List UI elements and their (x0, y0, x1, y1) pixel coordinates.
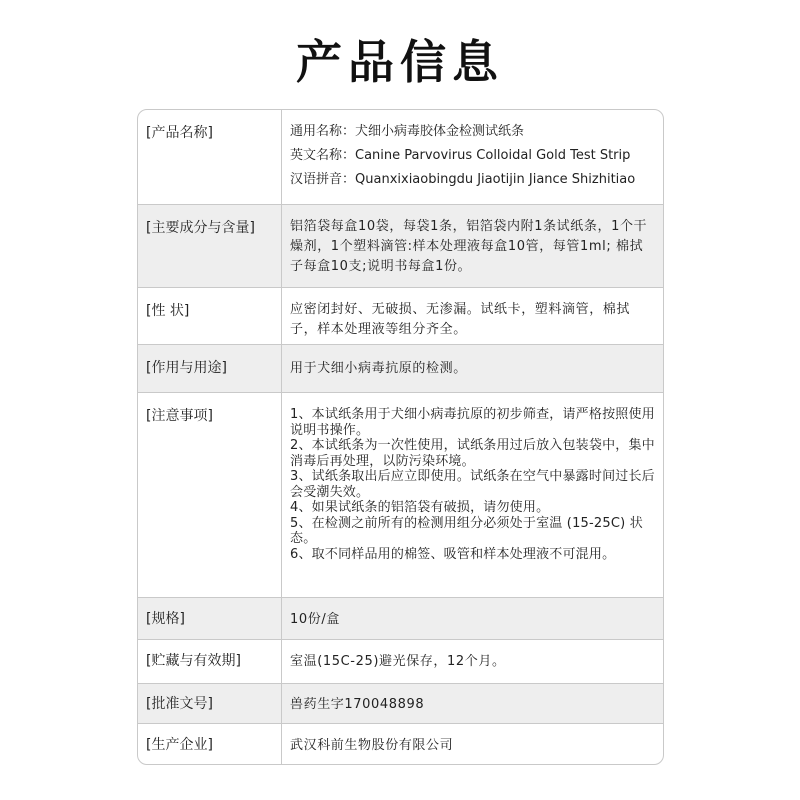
kv-key: 英文名称： (290, 148, 356, 163)
row-value (282, 205, 663, 287)
kv-key: 汉语拼音： (290, 172, 356, 187)
row-components (138, 205, 663, 288)
components-text: 铝箔袋每盒10袋，每袋1条，铝箔袋内附1条试纸条，1个干燥剂，1个塑料滴管:样本处理液每盒10管，每管1ml; 棉拭子每盒10支;说明书每盒1份。 (290, 219, 648, 274)
kv-value: Canine Parvovirus Colloidal Gold Test Strip (355, 148, 631, 163)
approval-number-text: 兽药生字170048898 (290, 697, 425, 712)
precaution-item: 3、试纸条取出后应立即使用。试纸条在空气中暴露时间过长后会受潮失效。 (290, 469, 655, 500)
row-value (282, 724, 663, 765)
usage-text: 用于犬细小病毒抗原的检测。 (290, 361, 467, 376)
kv-value: 犬细小病毒胶体金检测试纸条 (355, 124, 525, 139)
row-approval (138, 684, 663, 724)
row-product-name (138, 110, 663, 205)
precaution-item: 5、在检测之前所有的检测用组分必须处于室温 (15-25C) 状态。 (290, 515, 643, 546)
storage-text: 室温(15C-25)避光保存，12个月。 (290, 654, 506, 669)
page-title: 产品信息 (296, 35, 504, 89)
row-label: [产品名称] (138, 110, 282, 204)
row-label: [批准文号] (138, 684, 282, 723)
precaution-item: 2、本试纸条为一次性使用，试纸条用过后放入包装袋中，集中消毒后再处理，以防污染环境。 (290, 438, 655, 469)
english-name-line (290, 144, 655, 168)
row-appearance (138, 288, 663, 345)
row-manufacturer (138, 724, 663, 765)
row-usage (138, 345, 663, 393)
row-label: [规格] (138, 598, 282, 639)
precaution-item: 6、取不同样品用的棉签、吸管和样本处理液不可混用。 (290, 546, 616, 562)
row-value (282, 598, 663, 639)
row-value (282, 345, 663, 392)
precaution-item: 1、本试纸条用于犬细小病毒抗原的初步筛查，请严格按照使用说明书操作。 (290, 407, 655, 438)
precaution-item: 4、如果试纸条的铝箔袋有破损，请勿使用。 (290, 500, 550, 515)
row-label: [贮藏与有效期] (138, 640, 282, 683)
appearance-text: 应密闭封好、无破损、无渗漏。试纸卡，塑料滴管，棉拭子，样本处理液等组分齐全。 (290, 302, 631, 337)
row-spec (138, 598, 663, 640)
row-label: [主要成分与含量] (138, 205, 282, 287)
row-label: [生产企业] (138, 724, 282, 765)
pinyin-name-line (290, 168, 655, 192)
kv-key: 通用名称： (290, 124, 356, 139)
row-label: [性 状] (138, 288, 282, 344)
spec-text: 10份/盒 (290, 612, 340, 627)
row-value (282, 393, 663, 597)
product-info-table (137, 109, 664, 765)
row-value (282, 640, 663, 683)
row-value (282, 110, 663, 204)
row-label: [作用与用途] (138, 345, 282, 392)
row-value (282, 288, 663, 344)
kv-value: Quanxixiaobingdu Jiaotijin Jiance Shizhitiao (355, 172, 636, 187)
row-value (282, 684, 663, 723)
row-label: [注意事项] (138, 393, 282, 597)
row-precautions (138, 393, 663, 598)
row-storage (138, 640, 663, 684)
generic-name-line (290, 120, 655, 144)
manufacturer-text: 武汉科前生物股份有限公司 (290, 738, 454, 753)
